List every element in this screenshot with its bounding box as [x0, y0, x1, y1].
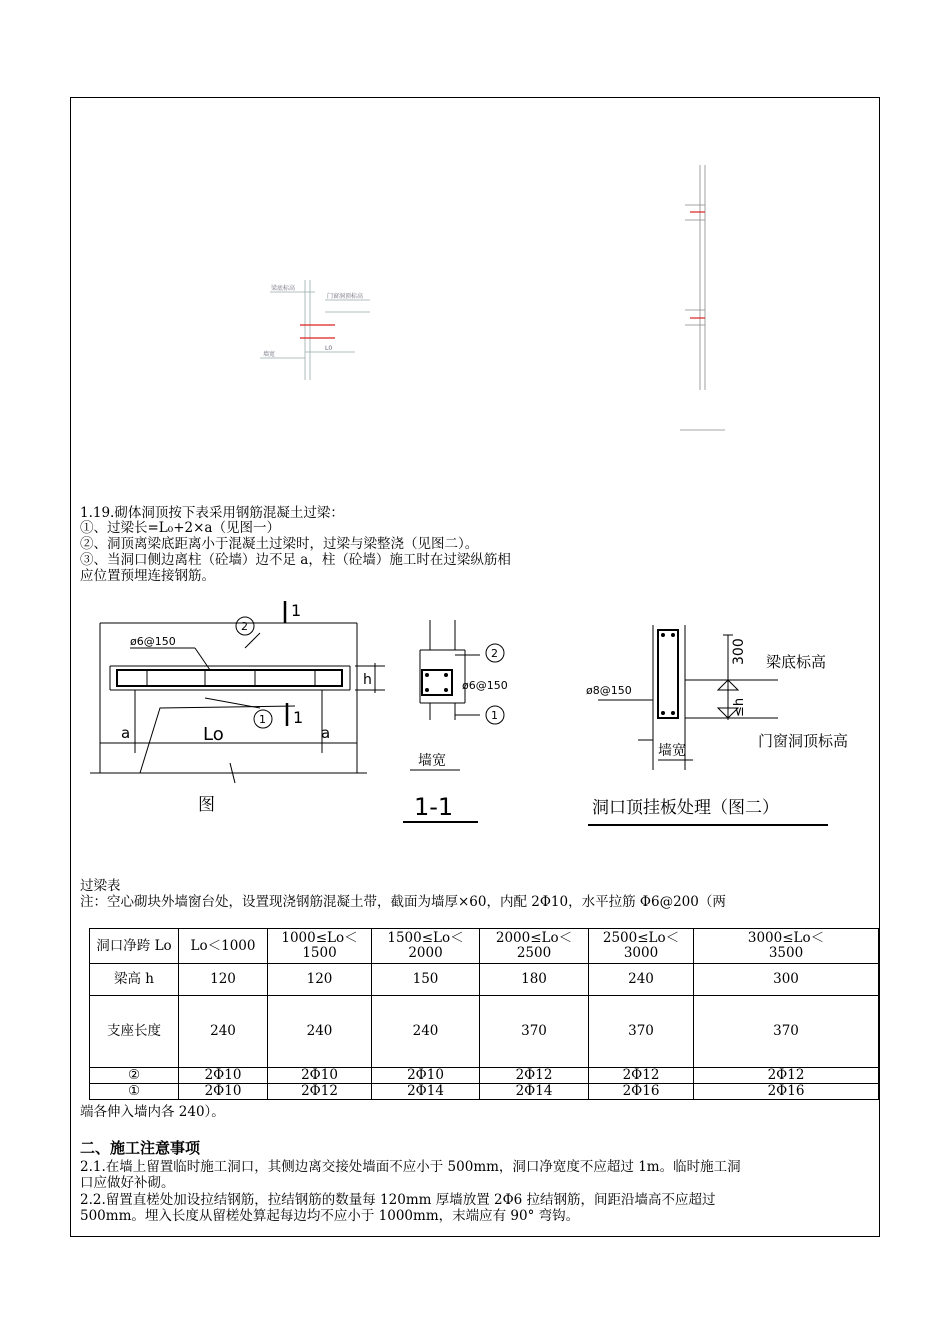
section-119-item-3: ③、当洞口侧边离柱（砼墙）边不足 a，柱（砼墙）施工时在过梁纵筋相: [80, 552, 511, 568]
table-cell: 2Φ10: [268, 1068, 372, 1084]
table-header-cell: [480, 929, 589, 964]
section-2-p2-line1: 2.2.留置直槎处加设拉结钢筋，拉结钢筋的数量每 120mm 厚墙放置 2Φ6 拉结钢筋，间距沿墙高不应超过: [80, 1192, 716, 1208]
table-cell: 120: [268, 964, 372, 996]
table-cell: 2Φ16: [694, 1084, 879, 1100]
table-header-cell: [589, 929, 694, 964]
lintel-table: [89, 928, 879, 1100]
table-header-cell: [694, 929, 879, 964]
table-cell: 2Φ14: [480, 1084, 589, 1100]
circle-1-label-sec: 1: [491, 709, 498, 722]
table-header-text: 3000≤Lo＜ 3500: [747, 930, 825, 961]
table-header-text: 2500≤Lo＜ 3000: [602, 930, 680, 961]
note-line-2: 端各伸入墙内各 240）。: [80, 1104, 225, 1120]
table-title: 过梁表: [80, 878, 121, 894]
figure-section-1-1: [400, 615, 540, 830]
table-header-text: 1000≤Lo＜ 1500: [281, 930, 358, 961]
beam-bottom-label: 梁底标高: [766, 653, 827, 671]
stirrup-label-fig2: ø8@150: [586, 684, 632, 697]
table-cell: 2Φ12: [268, 1084, 372, 1100]
table-cell: 240: [589, 964, 694, 996]
table-cell: 370: [694, 996, 879, 1068]
section-2-title: 二、施工注意事项: [80, 1139, 201, 1157]
dim-300: 300: [731, 638, 747, 665]
table-cell: 180: [480, 964, 589, 996]
table-cell: 2Φ10: [179, 1084, 268, 1100]
table-header-cell: Lo＜1000: [179, 929, 268, 964]
dim-h: h: [363, 672, 372, 688]
table-row: [90, 1084, 879, 1100]
wall-width-label: 墙宽: [418, 753, 446, 769]
table-cell: 370: [480, 996, 589, 1068]
small-detail-drawing-left: [255, 280, 385, 385]
table-cell: 2Φ12: [694, 1068, 879, 1084]
small-drawing-label: L0: [325, 345, 333, 352]
table-cell: 2Φ16: [589, 1084, 694, 1100]
section-mark-bottom: 1: [293, 708, 304, 727]
small-drawing-label: 梁底标高: [271, 285, 296, 292]
table-row: [90, 1068, 879, 1084]
table-cell: 150: [372, 964, 480, 996]
section-mark-top: 1: [291, 601, 302, 620]
circle-1-label: 1: [259, 713, 266, 726]
section-119-item-4: 应位置预埋连接钢筋。: [80, 568, 215, 584]
table-cell: 2Φ12: [589, 1068, 694, 1084]
table-header-cell: [268, 929, 372, 964]
table-cell: 300: [694, 964, 879, 996]
table-cell: 2Φ10: [179, 1068, 268, 1084]
table-header-cell: [372, 929, 480, 964]
note-line-1: 注：空心砌块外墙窗台处，设置现浇钢筋混凝土带，截面为墙厚×60，内配 2Φ10，水平拉筋 Φ6@200（两: [80, 894, 726, 910]
section-119-heading: 1.19.砌体洞顶按下表采用钢筋混凝土过梁：: [80, 505, 344, 521]
table-header-text: 2000≤Lo＜ 2500: [495, 930, 573, 961]
table-row-label: ②: [90, 1068, 179, 1084]
table-cell: 370: [589, 996, 694, 1068]
figure-1-lintel-elevation: [85, 598, 390, 828]
stirrup-label-sec: ø6@150: [462, 679, 508, 692]
table-row-label: ①: [90, 1084, 179, 1100]
table-row-label: 梁高 h: [90, 964, 179, 996]
opening-top-label: 门窗洞顶标高: [758, 732, 849, 750]
table-cell: 240: [268, 996, 372, 1068]
section-2-p1-line2: 口应做好补砌。: [80, 1175, 175, 1191]
section-119-item-2: ②、洞顶离梁底距离小于混凝土过梁时，过梁与梁整浇（见图二）。: [80, 536, 479, 552]
figure-section-caption: 1-1: [414, 793, 454, 821]
section-2-p2-line2: 500mm。埋入长度从留槎处算起每边均不应小于 1000mm，末端应有 90° 弯钩。: [80, 1208, 580, 1224]
table-cell: 240: [372, 996, 480, 1068]
table-header-cell: 洞口净跨 Lo: [90, 929, 179, 964]
table-row-label: 支座长度: [90, 996, 179, 1068]
dim-span-lo: Lo: [203, 724, 224, 745]
table-header-text: 1500≤Lo＜ 2000: [387, 930, 464, 961]
section-119-item-1: ①、过梁长=L₀+2×a（见图一）: [80, 520, 280, 536]
figure-2-opening-top: [578, 620, 858, 830]
wall-width-label-fig2: 墙宽: [658, 743, 686, 759]
table-cell: 2Φ14: [372, 1084, 480, 1100]
table-cell: 120: [179, 964, 268, 996]
figure-1-caption: 图: [198, 795, 215, 815]
dim-a-right: a: [321, 724, 331, 742]
table-cell: 240: [179, 996, 268, 1068]
small-drawing-label: 墙宽: [263, 351, 276, 358]
small-detail-drawing-right: [675, 160, 735, 440]
small-drawing-label: 门窗洞顶标高: [327, 293, 364, 300]
table-cell: 2Φ12: [480, 1068, 589, 1084]
stirrup-label: ø6@150: [130, 635, 176, 648]
section-2-p1-line1: 2.1.在墙上留置临时施工洞口，其侧边离交接处墙面不应小于 500mm，洞口净宽度不应超过 1m。临时施工洞: [80, 1159, 741, 1175]
table-header-row: [90, 929, 879, 964]
dim-le-h: ≤h: [732, 697, 747, 717]
table-cell: 2Φ10: [372, 1068, 480, 1084]
circle-2-label-sec: 2: [491, 647, 498, 660]
table-row: [90, 996, 879, 1068]
figure-2-caption: 洞口顶挂板处理（图二）: [592, 798, 779, 818]
table-row: [90, 964, 879, 996]
dim-a-left: a: [121, 724, 131, 742]
circle-2-label: 2: [241, 620, 248, 633]
